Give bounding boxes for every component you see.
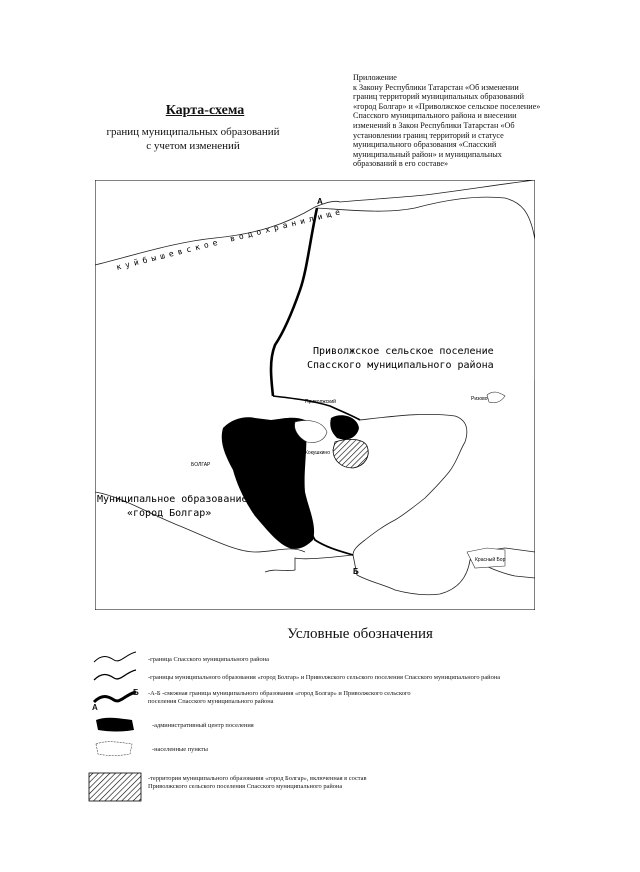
bolgar-municipal-label-2: «город Болгар» [127, 508, 212, 519]
legend-text-ab-line-2: поселения Спасского муниципального района [148, 698, 274, 705]
privolzhskoe-label-2: Спасского муниципального района [307, 360, 494, 371]
appendix-line: к Закону Республики Татарстан «Об изменении [353, 82, 519, 92]
settlement-icon [92, 738, 136, 758]
legend-title: Условные обозначения [287, 626, 433, 642]
admin-center-icon [92, 714, 136, 734]
legend-text-ab-line-1: -А-Б -смежная граница муниципального образования «город Болгар» и Приволжского сельского [148, 690, 411, 697]
appendix-line: образований в его составе» [353, 159, 449, 169]
appendix-line: границ территорий муниципальных образований [353, 92, 525, 102]
rizovo-label: Ризово [471, 396, 488, 402]
appendix-line: «город Болгар» и «Приволжское сельское поселение» [353, 101, 541, 111]
map-subtitle [88, 125, 298, 153]
privolzhskoe-label-1: Приволжское сельское поселение [313, 346, 494, 357]
municipal-border-icon [92, 668, 138, 684]
point-a-label: А [317, 197, 323, 206]
town-bolgar-label: БОЛГАР [191, 462, 211, 468]
point-b-label: Б [353, 567, 359, 576]
privolzhsky-label: Приволжский [305, 399, 336, 405]
legend-text-district-border: -граница Спасского муниципального района [148, 656, 270, 663]
legend-text-ab-border [148, 690, 478, 706]
legend-text-hatched-territory [148, 775, 478, 791]
subtitle-line-1: границ муниципальных образований [106, 126, 280, 138]
map-frame [95, 180, 535, 610]
appendix-line: установлении границ территорий и статусе [353, 130, 504, 140]
legend-text-municipal-border: -границы муниципального образования «город Болгар» и Приволжского сельского поселения Спасского муниципального района [148, 674, 501, 681]
appendix-line: муниципальный район» и муниципальных [353, 149, 502, 159]
boundary-map [95, 180, 535, 610]
legend-text-hatched-line-2: Приволжского сельского поселения Спасского муниципального района [148, 783, 343, 790]
subtitle-line-2: с учетом изменений [146, 140, 240, 152]
appendix-line: Приложение [353, 73, 397, 82]
legend-text-settlement: -населенные пункты [152, 746, 208, 753]
legend-text-hatched-line-1: -территория муниципального образования «город Болгар», включенная в состав [148, 775, 367, 782]
hatched-territory-icon [88, 772, 142, 802]
bottom-right-village-label: Красный Бор [475, 557, 506, 563]
legend-letter-a: А [92, 703, 98, 712]
map-title: Карта-схема [165, 103, 245, 118]
district-border-icon [92, 650, 138, 666]
bolgar-municipal-label-1: Муниципальное образование [97, 494, 248, 505]
appendix-line: муниципального образования «Спасский [353, 140, 497, 150]
appendix-line: изменений в Закон Республики Татарстан «Об [353, 120, 515, 130]
reservoir-label: куйбышевское водохранилище [115, 206, 345, 272]
appendix-line: Спасского муниципального района и внесении [353, 111, 517, 121]
legend-text-admin-center: -административный центр поселения [152, 722, 254, 729]
kokushkino-label: Кокушкино [305, 450, 330, 456]
legend-letter-b: Б [133, 688, 139, 697]
appendix-note [353, 73, 588, 169]
